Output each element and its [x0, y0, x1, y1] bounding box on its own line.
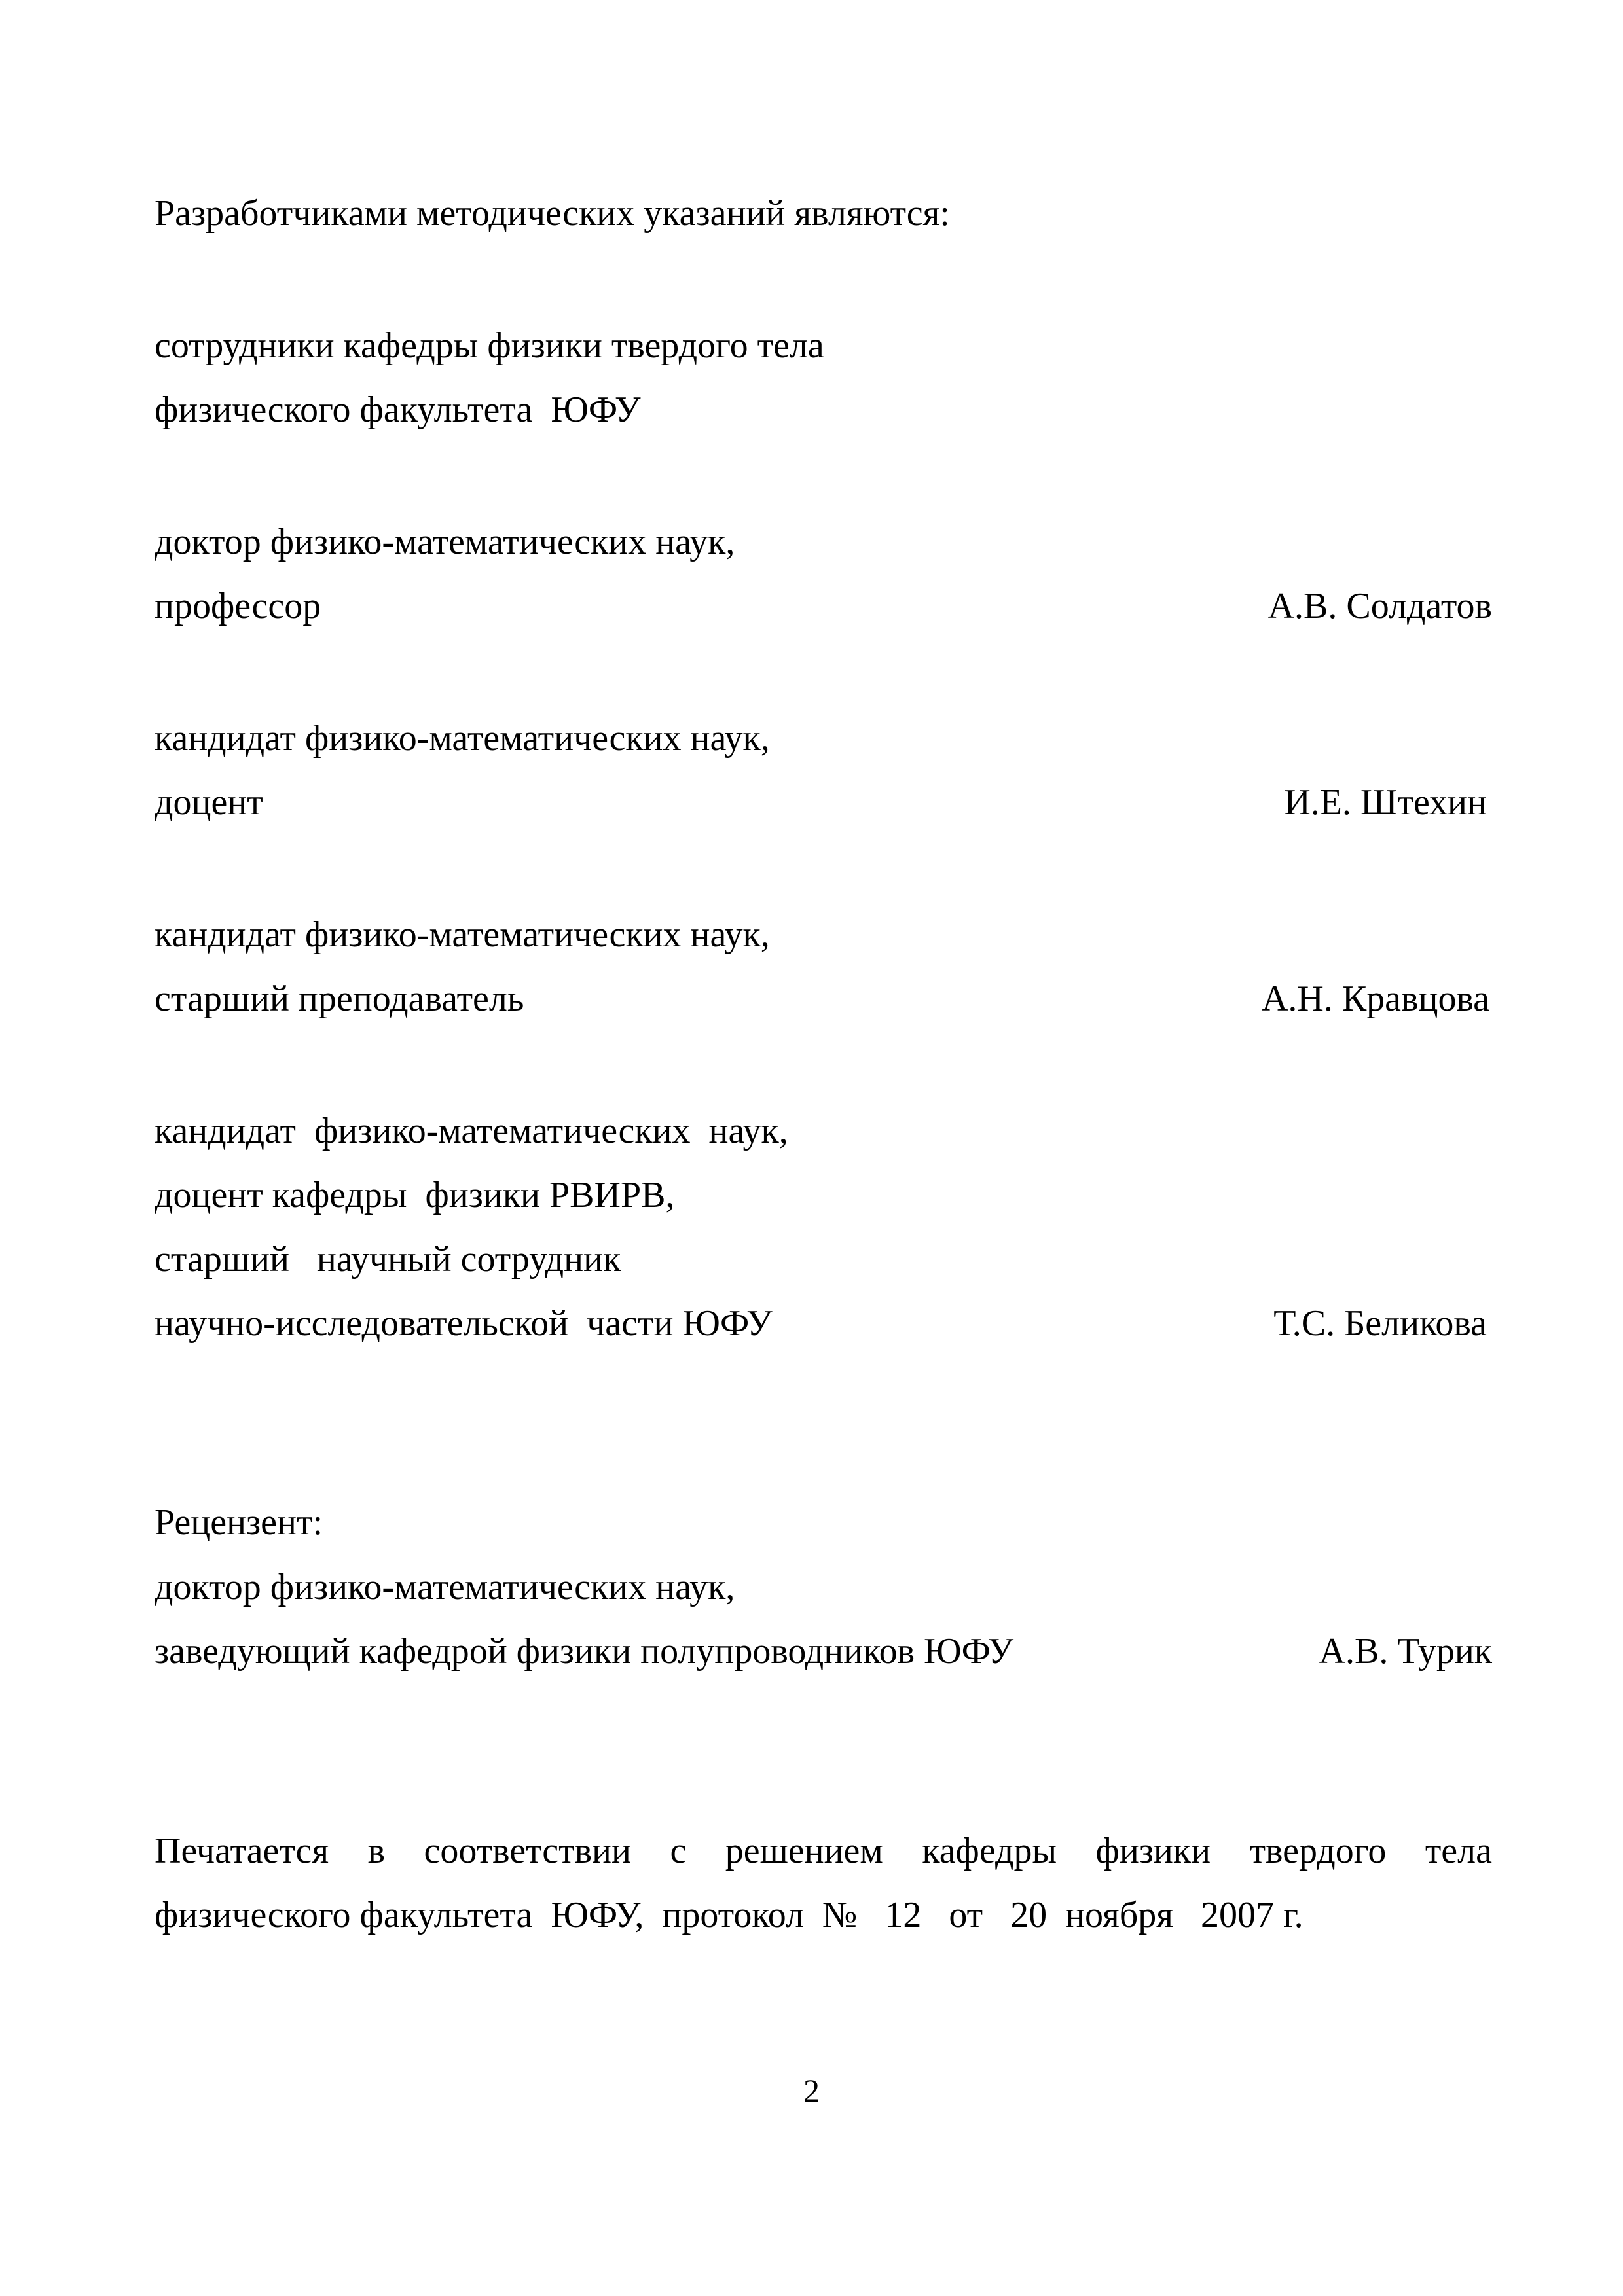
author-3-position: старший преподаватель: [155, 978, 524, 1019]
note-word: Печатается: [155, 1831, 329, 1871]
note-word: соответствии: [424, 1831, 631, 1871]
department-line-1: сотрудники кафедры физики твердого тела: [155, 325, 824, 366]
note-word: решением: [725, 1831, 883, 1871]
author-4-position-1: доцент кафедры физики РВИРВ,: [155, 1175, 675, 1215]
reviewer-position: заведующий кафедрой физики полупроводников ЮФУ: [155, 1631, 1014, 1672]
author-2-name: И.Е. Штехин: [1284, 782, 1487, 823]
publication-note-line-2: физического факультета ЮФУ, протокол № 12 от 20 ноября 2007 г.: [155, 1895, 1304, 1935]
note-word: с: [670, 1831, 687, 1871]
note-word: тела: [1425, 1831, 1492, 1871]
author-1-degree: доктор физико-математических наук,: [155, 522, 735, 562]
note-word: кафедры: [922, 1831, 1057, 1871]
page-number: 2: [803, 2072, 820, 2109]
reviewer-degree: доктор физико-математических наук,: [155, 1567, 735, 1607]
reviewer-name: А.В. Турик: [1319, 1631, 1492, 1672]
author-4-position-3: научно-исследовательской части ЮФУ: [155, 1303, 773, 1344]
note-word: физики: [1095, 1831, 1211, 1871]
author-2-position: доцент: [155, 782, 263, 823]
author-4-degree: кандидат физико-математических наук,: [155, 1111, 788, 1151]
author-1-position: профессор: [155, 586, 321, 626]
reviewer-heading: Рецензент:: [155, 1502, 323, 1543]
author-4-position-2: старший научный сотрудник: [155, 1239, 621, 1280]
author-4-name: Т.С. Беликова: [1273, 1303, 1487, 1344]
note-word: твердого: [1249, 1831, 1387, 1871]
department-line-2: физического факультета ЮФУ: [155, 389, 641, 430]
author-3-degree: кандидат физико-математических наук,: [155, 914, 770, 955]
note-word: в: [367, 1831, 386, 1871]
publication-note-line-1: [155, 1833, 1492, 1869]
author-2-degree: кандидат физико-математических наук,: [155, 718, 770, 759]
author-1-name: А.В. Солдатов: [1267, 586, 1492, 626]
author-3-name: А.Н. Кравцова: [1261, 978, 1489, 1019]
intro-text: Разработчиками методических указаний являются:: [155, 193, 950, 234]
